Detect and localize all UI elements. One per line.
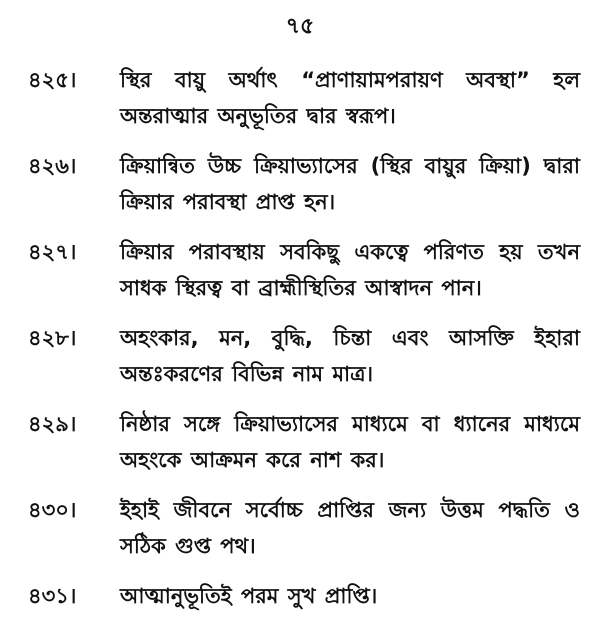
entry-number: ৪৩১। [28, 584, 77, 608]
entry-text: স্থির বায়ু অর্থাৎ “প্রাণায়ামপরায়ণ অবস্থা” হল অন্তরাত্মার অনুভূতির দ্বার স্বরূপ। [120, 68, 580, 128]
list-item [28, 62, 580, 134]
entry-text: ক্রিয়ান্বিত উচ্চ ক্রিয়াভ্যাসের (স্থির বায়ুর ক্রিয়া) দ্বারা ক্রিয়ার পরাবস্থা প্রাপ্ত হন। [120, 154, 580, 214]
entry-number: ৪২৮। [28, 326, 77, 350]
entry-number: ৪২৭। [28, 240, 77, 264]
entry-number: ৪২৯। [28, 412, 77, 436]
list-item [28, 234, 580, 306]
entry-text: অহংকার, মন, বুদ্ধি, চিন্তা এবং আসক্তি ইহারা অন্তঃকরণের বিভিন্ন নাম মাত্র। [120, 326, 580, 386]
entry-number: ৪২৬। [28, 154, 77, 178]
page-number: ৭৫ [285, 14, 315, 39]
entry-text: নিষ্ঠার সঙ্গে ক্রিয়াভ্যাসের মাধ্যমে বা ধ্যানের মাধ্যমে অহংকে আক্রমন করে নাশ কর। [120, 412, 580, 472]
list-item [28, 406, 580, 478]
list-item [28, 492, 580, 564]
list-item [28, 578, 580, 614]
entry-number: ৪৩০। [28, 498, 77, 522]
entry-text: আত্মানুভূতিই পরম সুখ প্রাপ্তি। [120, 584, 378, 608]
list-item [28, 320, 580, 392]
list-item [28, 148, 580, 220]
entry-number: ৪২৫। [28, 68, 77, 92]
entry-list [28, 62, 580, 628]
entry-text: ইহাই জীবনে সর্বোচ্চ প্রাপ্তির জন্য উত্তম পদ্ধতি ও সঠিক গুপ্ত পথ। [120, 498, 580, 558]
entry-text: ক্রিয়ার পরাবস্থায় সবকিছু একত্বে পরিণত হয় তখন সাধক স্থিরত্ব বা ব্রাহ্মীস্থিতির আস্বাদন পান। [120, 240, 580, 300]
